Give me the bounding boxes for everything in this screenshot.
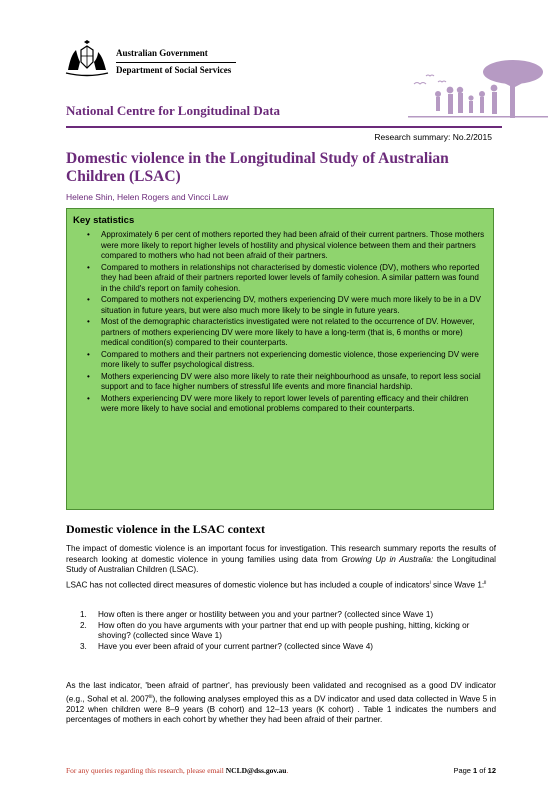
indicator-questions-list: [80, 610, 496, 652]
question-text: How often do you have arguments with your partner that end up with people pushing, hitting, kicking or shoving? (collected since Wave 1): [98, 620, 470, 640]
indicators-paragraph: [66, 578, 496, 591]
key-statistics-heading: Key statistics: [73, 215, 135, 226]
footer-period: .: [286, 766, 289, 775]
document-title: Domestic violence in the Longitudinal Study of Australian Children (LSAC): [66, 150, 449, 185]
bullet-icon: •: [87, 317, 90, 326]
masthead-divider: [116, 62, 236, 63]
department-name: Department of Social Services: [116, 65, 232, 75]
bullet-icon: •: [87, 295, 90, 304]
key-stat-text: Mothers experiencing DV were more likely to report lower levels of parenting efficacy and their children were more likely to have social and emotional problems compared to their counterparts.: [101, 393, 469, 413]
list-item: [87, 317, 485, 349]
analysis-paragraph: [66, 681, 496, 726]
endnote-ref: iii: [149, 693, 153, 700]
bullet-icon: •: [87, 371, 90, 381]
list-item: [80, 621, 496, 642]
header-divider: [66, 126, 502, 128]
endnote-ref: ii: [484, 580, 487, 586]
key-stat-text: Compared to mothers not experiencing DV, mothers experiencing DV were much more likely to be in a DV situation in future years, but were also much more likely to be single in future years.: [101, 295, 481, 315]
key-stat-text: Most of the demographic characteristics investigated were not related to the occurrence of DV. However, partners of mothers experiencing DV were more likely to have a long-term (that is, 6 months or more) medical condition(s) compared to their counterparts.: [101, 317, 475, 347]
list-item: [80, 610, 496, 621]
intro-text-end: the Longitudinal Study of Australian Children (LSAC).: [66, 554, 496, 574]
bullet-icon: •: [87, 262, 90, 272]
indicators-text: LSAC has not collected direct measures of domestic violence but has included a couple of indicators: [66, 580, 430, 590]
intro-paragraph: [66, 544, 496, 576]
key-statistics-box: [66, 208, 494, 510]
page-number: [440, 766, 496, 775]
question-text: Have you ever been afraid of your current partner? (collected since Wave 4): [98, 641, 374, 651]
list-item: [87, 371, 485, 393]
gov-name: Australian Government: [116, 48, 208, 58]
research-summary-number: Research summary: No.2/2015: [374, 132, 492, 142]
key-stat-text: Approximately 6 per cent of mothers reported they had been afraid of their current partners. Those mothers were more likely to report higher levels of hostility and physical violence between them and their partners compared to mothers who had not been afraid of their partners.: [101, 230, 485, 260]
footer-contact: [66, 766, 288, 775]
bullet-icon: •: [87, 230, 90, 239]
endnote-ref: i: [429, 580, 431, 586]
bullet-icon: •: [87, 393, 90, 403]
list-item: [87, 393, 485, 415]
family-tree-illustration: [408, 50, 548, 120]
analysis-text: As the last indicator, 'been afraid of partner', has previously been validated and recognised as a good DV indicator (e.g., Sohal et al. 2007: [66, 681, 496, 704]
list-item: [87, 295, 485, 316]
list-item: [87, 262, 485, 295]
item-number: 2.: [80, 620, 87, 630]
page-of: of: [477, 766, 488, 775]
indicators-text-end: since Wave 1:: [430, 580, 485, 590]
key-stat-text: Mothers experiencing DV were also more likely to rate their neighbourhood as unsafe, to report less social support and to face higher numbers of stressful life events and more financial hardship.: [101, 371, 481, 391]
footer-text: For any queries regarding this research, please email: [66, 766, 226, 775]
item-number: 1.: [80, 610, 87, 619]
authors: Helene Shin, Helen Rogers and Vincci Law: [66, 192, 229, 202]
question-text: How often is there anger or hostility between you and your partner? (collected since Wave 1): [98, 610, 434, 619]
page-label: Page: [453, 766, 474, 775]
current-page: 1: [473, 766, 478, 775]
list-item: [87, 230, 485, 262]
study-name-italic: Growing Up in Australia:: [341, 554, 434, 564]
key-stat-text: Compared to mothers in relationships not characterised by domestic violence (DV), mothers who reported they had been afraid of their partners reported lower levels of family cohesion. A similar pattern was found in the child's report on family cohesion.: [101, 262, 480, 293]
key-statistics-list: [73, 230, 485, 415]
section-heading: Domestic violence in the LSAC context: [66, 522, 265, 536]
bullet-icon: •: [87, 349, 90, 359]
key-stat-text: Compared to mothers and their partners not experiencing domestic violence, those experiencing DV were more likely to suffer psychological distress.: [101, 349, 479, 369]
analysis-text-end: ), the following analyses employed this as a DV indicator and used data collected in Wave 5 in 2012 when children were 8–9 years (B cohort) and 12–13 years (K cohort) . Table 1 indicates the numbers and percentages of mothers in each cohort by whether they had been afraid of their partner.: [66, 694, 496, 725]
total-pages: 12: [487, 766, 496, 775]
list-item: [80, 642, 496, 653]
item-number: 3.: [80, 641, 87, 651]
centre-name: National Centre for Longitudinal Data: [66, 103, 281, 118]
government-masthead: [116, 48, 236, 76]
contact-email-link[interactable]: NCLD@dss.gov.au: [225, 766, 287, 775]
coat-of-arms-logo: [62, 40, 112, 78]
intro-text: The impact of domestic violence is an important focus for investigation. This research summary reports the results of research looking at domestic violence in young families using data from: [66, 544, 496, 564]
list-item: [87, 349, 485, 371]
